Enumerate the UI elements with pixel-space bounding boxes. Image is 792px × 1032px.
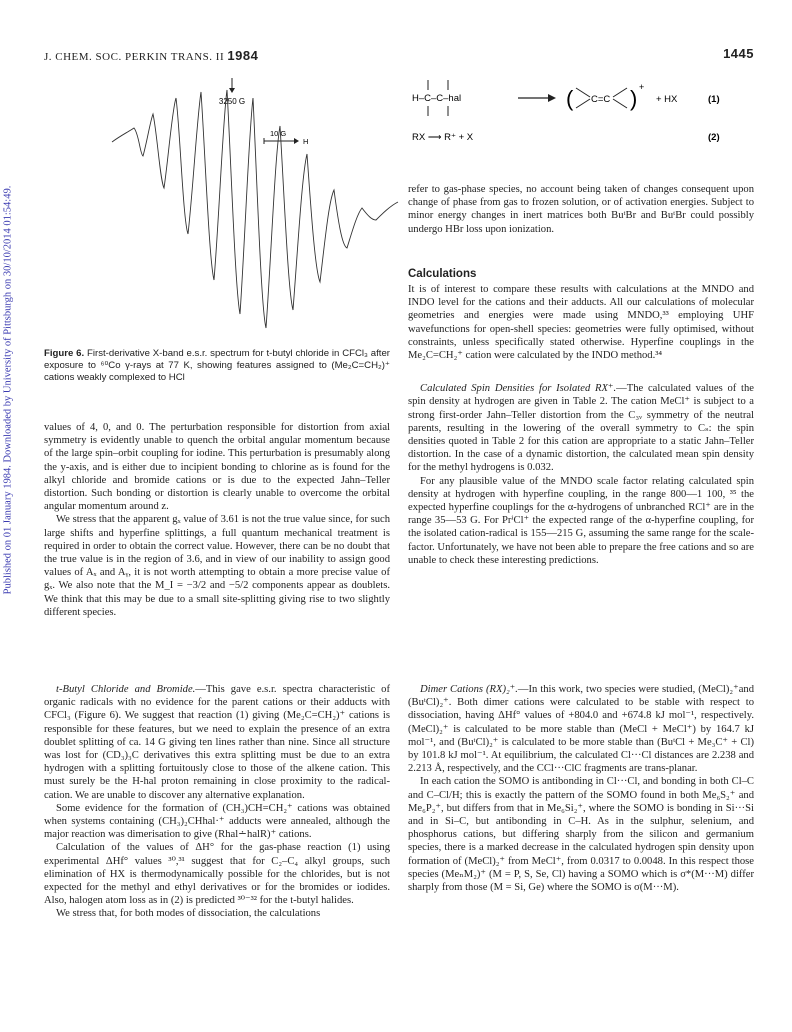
section-heading: Calculations — [408, 267, 477, 280]
reaction-scheme — [408, 76, 758, 158]
paragraph-text: —This gave e.s.r. spectra characteristic of organic radicals with no evidence for the parent cations or their adducts with CFCl₃ (Figure 6). We suggest that reaction (1) giving (Me₂C=CH₂)⁺ cations is responsible for these features, but we need to explain the presence of an extra doublet splitting of ca. 14 G giving ten lines rather than nine. Since all structure was lost for (CD₃)₃C derivatives this extra splitting must be due to an extra hydrogen with a splitting fortuitously close to those of the alkene cation. This must surely be the H-hal proton remaining in close proximity to the radical-cation. We are unable to discover any alternative explanation. — [44, 684, 390, 801]
running-header — [44, 48, 258, 63]
bond — [576, 99, 590, 108]
paragraph — [44, 683, 390, 802]
left-column-upper — [44, 421, 390, 619]
left-column-lower — [44, 683, 390, 921]
spectrum-trace — [112, 90, 398, 328]
paragraph: Some evidence for the formation of (CH₃)CH=CH₂⁺ cations was obtained when systems containing (CH₃)₂CHhal·⁺ adducts were annealed, although the major reaction was dimerisation to give (Rhal∸halR)⁺ cations. — [44, 802, 390, 841]
reaction-arrowhead — [548, 94, 556, 102]
caption-label: Figure 6. — [44, 348, 85, 359]
esr-spectrum-figure — [110, 70, 400, 342]
download-note-text: Published on 01 January 1984. Downloaded by University of Pittsburgh on 30/10/2014 01:54:49. — [2, 185, 14, 595]
paragraph: Calculation of the values of ΔH° for the gas-phase reaction (1) using experimental ΔHf° values ³⁰,³¹ suggest that for C₂–C₄ alkyl groups, such elimination of HX is thermodynamically possible for the chlorides, but is not expected for the methyl and ethyl derivatives or for the bromides or iodides. Also, halogen atom loss as in (2) is predicted ³⁰⁻³² for the t-butyl halides. — [44, 842, 390, 907]
paragraph: We stress that, for both modes of dissociation, the calculations — [56, 908, 321, 920]
right-column-lower — [408, 683, 754, 894]
caption-text: First-derivative X-band e.s.r. spectrum for t-butyl chloride in CFCl₃ after exposure to ⁶⁰Co γ-rays at 77 K, showing features assigned to (Me₂C=CH₂)⁺ cations weakly complexed to HCl — [44, 348, 390, 383]
download-note — [2, 125, 14, 655]
scale-bar-arrowhead — [294, 138, 299, 144]
paragraph-text: —The calculated values of the spin density at hydrogen are given in Table 2. The cation MeCl⁺ is subject to a strong first-order Jahn–Teller distortion from the C₃ᵥ symmetry of the neutral parents, resulting in the lowering of the overall symmetry to Cₛ: the spin densities quoted in Table 2 for this cation are appropriate to a static Jahn–Teller distortion. In the case of a dynamic distortion, the calculated mean spin density for the methyl hydrogens is 0.032. — [408, 383, 754, 474]
eq2-text: RX ⟶ R⁺ + X — [412, 132, 474, 143]
charge-plus: + — [639, 82, 645, 92]
paragraph — [408, 683, 754, 775]
eq1-product: C=C — [591, 94, 611, 105]
subsection-title: t-Butyl Chloride and Bromide. — [56, 684, 196, 695]
journal-name: J. CHEM. SOC. PERKIN TRANS. II — [44, 51, 225, 63]
eq2-number: (2) — [708, 132, 720, 143]
bond — [576, 88, 590, 97]
subsection-title: Calculated Spin Densities for Isolated RX⁺. — [420, 383, 617, 395]
paragraph: It is of interest to compare these results with calculations at the MNDO and INDO level for the cations and their adducts. All our calculations of molecular geometries and energies were made using MNDO,³³ employing UHF wavefunctions for open-shell species: geometries were fully optimised, without constraints, unless specifically stated otherwise. Hyperfine couplings in the Me₂C=CH₂⁺ cation were calculated by the INDO method.³⁴ — [408, 284, 754, 362]
eq1-plus: + HX — [656, 94, 678, 105]
scale-label: 10 G — [270, 129, 287, 138]
bracket-close: ) — [630, 86, 638, 111]
page-number: 1445 — [723, 46, 754, 61]
right-column-upper — [408, 183, 754, 567]
field-marker-arrowhead — [229, 88, 235, 93]
field-label: 3250 G — [218, 97, 246, 106]
scale-axis-label: H — [303, 137, 309, 146]
paragraph-text: —In this work, two species were studied, (MeCl)₂⁺and (BuᵗCl)₂⁺. Both dimer cations were calculated to be stable with respect to dissociation, having ΔHf° values of +804.0 and +674.8 kJ mol⁻¹, respectively. (MeCl)₂⁺ is calculated to be more stable than (MeCl + MeCl⁺) by 164.7 kJ mol⁻¹, and (BuᵗCl)₂⁺ is calculated to be more stable than (BuᵗCl + Me₃C⁺ + Cl) by 101.8 kJ mol⁻¹. At equilibrium, the calculated Cl···Cl distances are 2.238 and 2.213 Å, respectively, and the CCl···ClC fragments are trans-planar. — [408, 684, 754, 775]
paragraph: refer to gas-phase species, no account being taken of changes consequent upon change of phase from gas to frozen solution, or of activation energies. Subject to minor energy changes in inert matrices both BuᵗBr and BuᵗBr could possibly undergo HBr loss upon ionization. — [408, 184, 754, 235]
paragraph — [408, 382, 754, 474]
paragraph: For any plausible value of the MNDO scale factor relating calculated spin density at hydrogen with hyperfine coupling, in the range 800—1 100, ³⁵ the expected hyperfine couplings for the α-hydrogens of unbranched RCl⁺ are in the range 35—53 G. For PrⁱCl⁺ the expected range of the α-hyperfine coupling, for the isolated cation-radical is 155—215 G, assuming the same range for the scale-factor. Unfortunately, we have not been able to prepare the free cations and so are unable to check these interesting predictions. — [408, 475, 754, 566]
paragraph: In each cation the SOMO is antibonding in Cl···Cl, and bonding in both Cl–C and C–Cl/H; this is exactly the pattern of the SOMO found in both Me₆S₂⁺ and Me₆P₂⁺, but differs from that in Me₆Si₂⁺, where the SOMO is bonding in Si···Si and in Si–C, but antibonding in C–H. As in the sulphur, selenium, and phosphorus cations, but differing sharply from the silicon and germanium species, there is a marked decrease in the calculated hydrogen spin density upon formation of (MeCl)₂⁺ from MeCl⁺, from 0.0317 to 0.0048. In this respect those species (MeₙM₂)⁺ (M = P, S, Se, Cl) having a SOMO which is σ*(M···M) differ sharply from those (M = Si, Ge) where the SOMO is σ(M···M). — [408, 776, 754, 894]
paragraph: values of 4, 0, and 0. The perturbation responsible for distortion from axial symmetry is evidently unable to quench the orbital angular momentum because of the large spin–orbit coupling for iodine. This perturbation is presumably along the y-axis, and is either due to incipient bonding to chlorine as is found for the alkyl chloride and bromide cations or is due to the expected Jahn–Teller distortion. Such bonding or distortion is clearly unable to overcome the orbital angular momentum around z. — [44, 422, 390, 513]
paragraph: We stress that the apparent gₓ value of 3.61 is not the true value since, for such large shifts and hyperfine splittings, a full quantum mechanical treatment is required in order to obtain the correct value. However, there can be no doubt that the true value is in the region of 3.6, and in view of our inability to assign good values of Aₓ and Aᵧ, it is not worth attempting to obtain a more precise value of gₓ. We also note that the M_I = −3/2 and −5/2 components appear as doublets. We think that this may be due to a small site-splitting giving rise to two slightly different species. — [44, 514, 390, 618]
bond — [613, 88, 627, 97]
bond — [613, 99, 627, 108]
subsection-title: Dimer Cations (RX)₂⁺. — [420, 684, 518, 695]
eq1-number: (1) — [708, 94, 720, 105]
figure-caption — [44, 348, 390, 384]
journal-year: 1984 — [227, 48, 259, 63]
eq1-reactant: H–C–C–hal — [412, 93, 462, 104]
bracket-open: ( — [566, 86, 574, 111]
